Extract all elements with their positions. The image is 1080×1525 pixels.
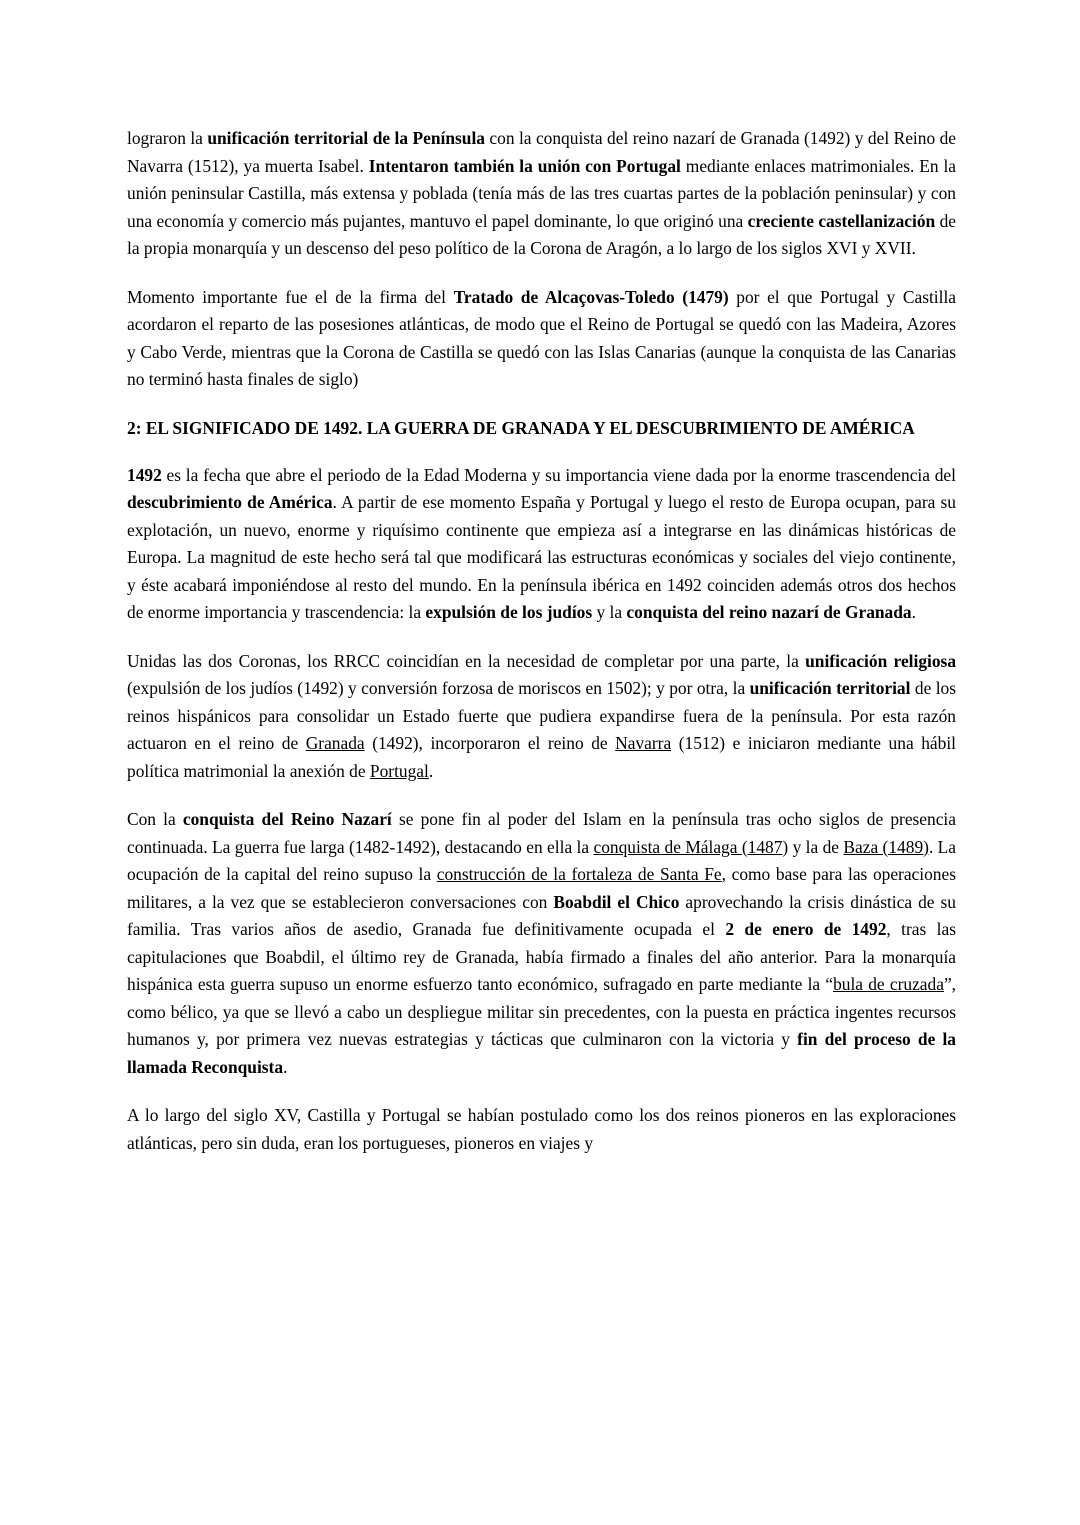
paragraph-unidas-dos-coronas: Unidas las dos Coronas, los RRCC coincidían en la necesidad de completar por una parte, la unificación religiosa (expulsión de los judíos (1492) y conversión forzosa de moriscos en 1502); y por otra, la unificación territorial de los reinos hispánicos para consolidar un Estado fuerte que pudiera expandirse fuera de la península. Por esta razón actuaron en el reino de Granada (1492), incorporaron el reino de Navarra (1512) e iniciaron mediante una hábil política matrimonial la anexión de Portugal. (127, 650, 957, 781)
paragraph-1492-edad-moderna: 1492 es la fecha que abre el periodo de la Edad Moderna y su importancia viene dada por la enorme trascendencia del descubrimiento de América. A partir de ese momento España y Portugal y luego el resto de Europa ocupan, para su explotación, un nuevo, enorme y riquísimo continente que empieza así a integrarse en las dinámicas históricas de Europa. La magnitud de este hecho será tal que modificará las estructuras económicas y sociales del viejo continente, y éste acabará imponiéndose al resto del mundo. En la península ibérica en 1492 coinciden además otros dos hechos de enorme importancia y trascendencia: la expulsión de los judíos y la conquista del reino nazarí de Granada. (127, 464, 956, 623)
section-heading-significado-1492: 2: EL SIGNIFICADO DE 1492. LA GUERRA DE GRANADA Y EL DESCUBRIMIENTO DE AMÉRICA (127, 417, 915, 438)
paragraph-exploraciones-atlanticas: A lo largo del siglo XV, Castilla y Portugal se habían postulado como los dos reinos pioneros en las exploraciones atlánticas, pero sin duda, eran los portugueses, pioneros en viajes y (127, 1105, 956, 1153)
document-body (127, 125, 956, 1157)
paragraph-conquista-reino-nazari: Con la conquista del Reino Nazarí se pone fin al poder del Islam en la península tras ocho siglos de presencia continuada. La guerra fue larga (1482-1492), destacando en ella la conquista de Málaga (1487) y la de Baza (1489). La ocupación de la capital del reino supuso la construcción de la fortaleza de Santa Fe, como base para las operaciones militares, a la vez que se establecieron conversaciones con Boabdil el Chico aprovechando la crisis dinástica de su familia. Tras varios años de asedio, Granada fue definitivamente ocupada el 2 de enero de 1492, tras las capitulaciones que Boabdil, el último rey de Granada, había firmado a finales del año anterior. Para la monarquía hispánica esta guerra supuso un enorme esfuerzo tanto económico, sufragado en parte mediante la “bula de cruzada”, como bélico, ya que se llevó a cabo un despliegue militar sin precedentes, con la puesta en práctica ingentes recursos humanos y, por primera vez nuevas estrategias y tácticas que culminaron con la victoria y fin del proceso de la llamada Reconquista. (127, 809, 957, 1077)
paragraph-unificacion-territorial: lograron la unificación territorial de la Península con la conquista del reino nazarí de Granada (1492) y del Reino de Navarra (1512), ya muerta Isabel. Intentaron también la unión con Portugal mediante enlaces matrimoniales. En la unión peninsular Castilla, más extensa y poblada (tenía más de las tres cuartas partes de la población peninsular) y con una economía y comercio más pujantes, mantuvo el papel dominante, lo que originó una creciente castellanización de la propia monarquía y un descenso del peso político de la Corona de Aragón, a lo largo de los siglos XVI y XVII. (127, 128, 957, 258)
paragraph-tratado-alcacovas: Momento importante fue el de la firma del Tratado de Alcaçovas-Toledo (1479) por el que Portugal y Castilla acordaron el reparto de las posesiones atlánticas, de modo que el Reino de Portugal se quedó con las Madeira, Azores y Cabo Verde, mientras que la Corona de Castilla se quedó con las Islas Canarias (aunque la conquista de las Canarias no terminó hasta finales de siglo) (127, 286, 957, 389)
